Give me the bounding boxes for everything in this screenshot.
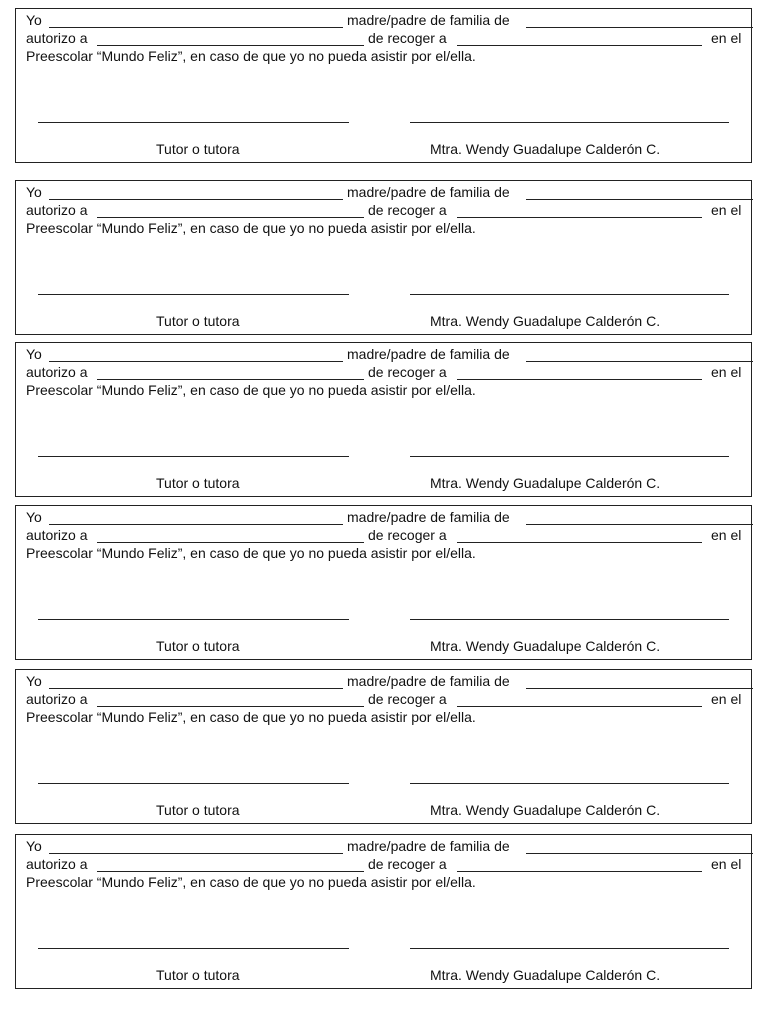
text-autorizo: autorizo a bbox=[26, 856, 88, 872]
child-name-blank[interactable] bbox=[526, 524, 753, 525]
teacher-signature-label: Mtra. Wendy Guadalupe Calderón C. bbox=[430, 141, 661, 157]
pickup-child-blank[interactable] bbox=[457, 217, 702, 218]
text-en-el: en el bbox=[711, 30, 742, 46]
child-name-blank[interactable] bbox=[526, 853, 753, 854]
tutor-signature-line[interactable] bbox=[38, 122, 349, 123]
authorized-person-blank[interactable] bbox=[97, 379, 364, 380]
tutor-signature-line[interactable] bbox=[38, 294, 349, 295]
authorized-person-blank[interactable] bbox=[97, 217, 364, 218]
text-madre-padre: madre/padre de familia de bbox=[347, 509, 510, 525]
parent-name-blank[interactable] bbox=[49, 361, 343, 362]
authorization-slip bbox=[15, 669, 752, 824]
text-yo: Yo bbox=[26, 838, 42, 854]
teacher-signature-line[interactable] bbox=[410, 456, 729, 457]
child-name-blank[interactable] bbox=[526, 27, 753, 28]
tutor-signature-label: Tutor o tutora bbox=[156, 313, 240, 329]
text-autorizo: autorizo a bbox=[26, 691, 88, 707]
pickup-child-blank[interactable] bbox=[457, 45, 702, 46]
teacher-signature-label: Mtra. Wendy Guadalupe Calderón C. bbox=[430, 802, 661, 818]
parent-name-blank[interactable] bbox=[49, 853, 343, 854]
text-en-el: en el bbox=[711, 856, 742, 872]
text-de-recoger: de recoger a bbox=[368, 364, 447, 380]
tutor-signature-label: Tutor o tutora bbox=[156, 638, 240, 654]
text-yo: Yo bbox=[26, 509, 42, 525]
text-en-el: en el bbox=[711, 691, 742, 707]
text-autorizo: autorizo a bbox=[26, 30, 88, 46]
teacher-signature-label: Mtra. Wendy Guadalupe Calderón C. bbox=[430, 638, 661, 654]
pickup-child-blank[interactable] bbox=[457, 542, 702, 543]
authorized-person-blank[interactable] bbox=[97, 871, 364, 872]
text-yo: Yo bbox=[26, 673, 42, 689]
tutor-signature-line[interactable] bbox=[38, 456, 349, 457]
authorized-person-blank[interactable] bbox=[97, 45, 364, 46]
authorization-slip bbox=[15, 180, 752, 335]
teacher-signature-line[interactable] bbox=[410, 783, 729, 784]
text-de-recoger: de recoger a bbox=[368, 527, 447, 543]
text-preescolar: Preescolar “Mundo Feliz”, en caso de que yo no pueda asistir por el/ella. bbox=[26, 545, 476, 561]
child-name-blank[interactable] bbox=[526, 199, 753, 200]
authorized-person-blank[interactable] bbox=[97, 706, 364, 707]
teacher-signature-label: Mtra. Wendy Guadalupe Calderón C. bbox=[430, 475, 661, 491]
text-autorizo: autorizo a bbox=[26, 202, 88, 218]
tutor-signature-line[interactable] bbox=[38, 619, 349, 620]
teacher-signature-line[interactable] bbox=[410, 948, 729, 949]
child-name-blank[interactable] bbox=[526, 361, 753, 362]
text-de-recoger: de recoger a bbox=[368, 856, 447, 872]
text-en-el: en el bbox=[711, 527, 742, 543]
text-yo: Yo bbox=[26, 346, 42, 362]
text-madre-padre: madre/padre de familia de bbox=[347, 838, 510, 854]
tutor-signature-line[interactable] bbox=[38, 948, 349, 949]
teacher-signature-line[interactable] bbox=[410, 294, 729, 295]
text-de-recoger: de recoger a bbox=[368, 691, 447, 707]
tutor-signature-label: Tutor o tutora bbox=[156, 967, 240, 983]
authorization-slip bbox=[15, 8, 752, 163]
text-de-recoger: de recoger a bbox=[368, 30, 447, 46]
tutor-signature-label: Tutor o tutora bbox=[156, 141, 240, 157]
pickup-child-blank[interactable] bbox=[457, 379, 702, 380]
text-yo: Yo bbox=[26, 184, 42, 200]
parent-name-blank[interactable] bbox=[49, 199, 343, 200]
tutor-signature-line[interactable] bbox=[38, 783, 349, 784]
text-en-el: en el bbox=[711, 202, 742, 218]
teacher-signature-label: Mtra. Wendy Guadalupe Calderón C. bbox=[430, 967, 661, 983]
text-preescolar: Preescolar “Mundo Feliz”, en caso de que yo no pueda asistir por el/ella. bbox=[26, 382, 476, 398]
parent-name-blank[interactable] bbox=[49, 524, 343, 525]
tutor-signature-label: Tutor o tutora bbox=[156, 475, 240, 491]
text-madre-padre: madre/padre de familia de bbox=[347, 346, 510, 362]
authorization-slip bbox=[15, 505, 752, 660]
pickup-child-blank[interactable] bbox=[457, 871, 702, 872]
parent-name-blank[interactable] bbox=[49, 27, 343, 28]
text-autorizo: autorizo a bbox=[26, 527, 88, 543]
pickup-child-blank[interactable] bbox=[457, 706, 702, 707]
teacher-signature-label: Mtra. Wendy Guadalupe Calderón C. bbox=[430, 313, 661, 329]
parent-name-blank[interactable] bbox=[49, 688, 343, 689]
text-preescolar: Preescolar “Mundo Feliz”, en caso de que yo no pueda asistir por el/ella. bbox=[26, 48, 476, 64]
text-preescolar: Preescolar “Mundo Feliz”, en caso de que yo no pueda asistir por el/ella. bbox=[26, 874, 476, 890]
authorization-slip bbox=[15, 342, 752, 497]
authorization-slip bbox=[15, 834, 752, 989]
text-yo: Yo bbox=[26, 12, 42, 28]
tutor-signature-label: Tutor o tutora bbox=[156, 802, 240, 818]
child-name-blank[interactable] bbox=[526, 688, 753, 689]
text-madre-padre: madre/padre de familia de bbox=[347, 12, 510, 28]
text-preescolar: Preescolar “Mundo Feliz”, en caso de que yo no pueda asistir por el/ella. bbox=[26, 709, 476, 725]
teacher-signature-line[interactable] bbox=[410, 619, 729, 620]
teacher-signature-line[interactable] bbox=[410, 122, 729, 123]
text-en-el: en el bbox=[711, 364, 742, 380]
text-madre-padre: madre/padre de familia de bbox=[347, 673, 510, 689]
text-de-recoger: de recoger a bbox=[368, 202, 447, 218]
text-autorizo: autorizo a bbox=[26, 364, 88, 380]
authorized-person-blank[interactable] bbox=[97, 542, 364, 543]
text-preescolar: Preescolar “Mundo Feliz”, en caso de que yo no pueda asistir por el/ella. bbox=[26, 220, 476, 236]
text-madre-padre: madre/padre de familia de bbox=[347, 184, 510, 200]
